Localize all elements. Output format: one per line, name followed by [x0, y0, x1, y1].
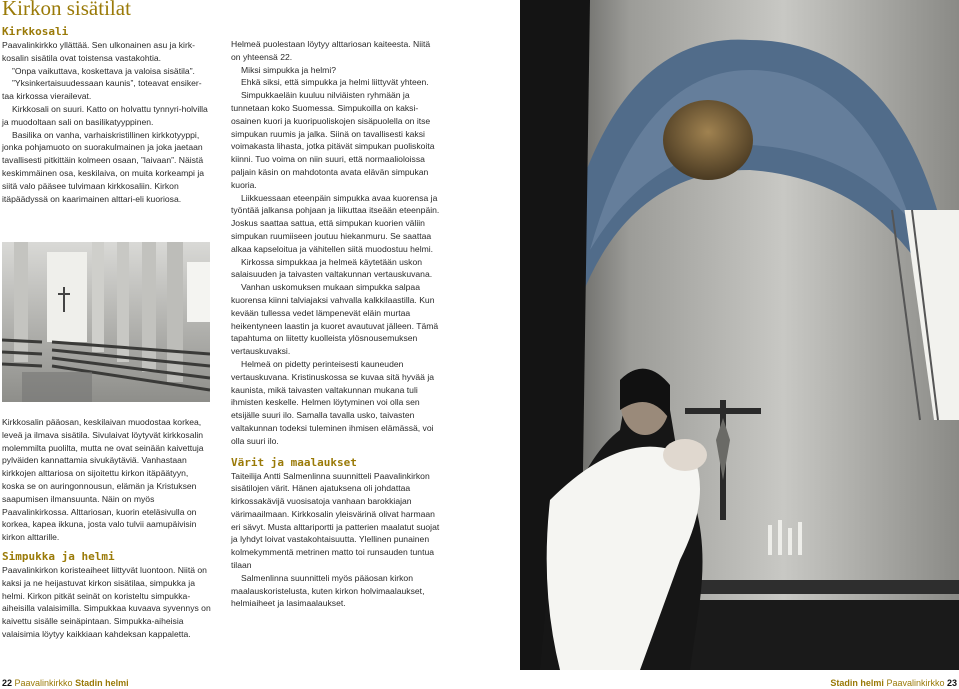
column-1	[2, 25, 212, 205]
paragraph: Salmenlinna suunnitteli myös pääosan kirkon maalauskoristelusta, kuten kirkon holvimaalaukset, helmiaiheet ja lasimaalaukset.	[231, 572, 425, 609]
page-number-left: 22	[2, 678, 13, 688]
paragraph: Basilika on vanha, varhaiskristillinen kirkkotyyppi, jonka pohjamuoto on suorakulmainen ja joka jaetaan tavallisesti pitkittäin kolmeen osaan, ”laivaan”. Näistä keskimmäinen osa, keskilaiva, on muita korkeampi ja siitä valo pääsee tulvimaan kirkkosaliin. Kirkon itäpäädyssä on kaarimainen alttari-eli kuoriosa.	[2, 129, 205, 204]
intro-line: Paavalinkirkko yllättää. Sen ulkonainen asu ja kirk-	[2, 40, 195, 50]
page-title: Kirkon sisätilat	[2, 0, 131, 20]
intro-line: taa kirkossa vierailevat.	[2, 91, 92, 102]
paragraph: Kirkossa simpukkaa ja helmeä käytetään uskon salaisuuden ja taivasten valtakunnan vertauskuvana.	[231, 256, 433, 280]
paragraph: Miksi simpukka ja helmi?	[241, 64, 337, 75]
footer-subtitle: Stadin helmi	[830, 678, 884, 688]
paragraph: Kirkkosalin pääosan, keskilaivan muodostaa korkea, leveä ja ilmava sisätila. Sivulaivat löytyvät kirkkosalin molemmilta puolilta, mutta ne ovat seinään kaivettuja pylväiden kannattamia sivukäytäviä. Vanhastaan kirkkojen alttariosa on sijoitettu kirkon itäpäätyyn, koska se on auringonnousun, elämän ja Kristuksen saapumisen ilmansuunta. Näin on myös Paavalinkirkossa. Alttariosan, kuorin eteläsivulla on korkea, kapea ikkuna, josta valo tulvii aamupäivisin kirkon alttarille.	[2, 417, 204, 543]
paragraph: Taiteilija Antti Salmenlinna suunnitteli Paavalinkirkon sisätilojen värit. Hänen ajatuksena oli johdattaa kirkossakävijä vuosisatoja vanhaan barokkiajan värimaailmaan. Kirkkosalin yleisvärinä olivat harmaan eri sävyt. Musta alttariportti ja patterien maalatut suojat ja lyhdyt loivat vastakohtaisuutta. Ylellinen punainen kolmekymmentä metrinen matto toi runsauden tuntua tilaan	[231, 470, 440, 571]
footer-left	[2, 678, 129, 688]
intro-line: kosalin sisätila ovat toistensa vastakohtia.	[2, 52, 162, 63]
section-heading-varit: Värit ja maalaukset	[231, 455, 357, 469]
intro-line: ”Yksinkertaisuudessaan kaunis”, toteavat ensiker-	[12, 78, 202, 89]
baptism-photo	[520, 0, 959, 670]
footer-publication: Paavalinkirkko	[14, 678, 73, 688]
paragraph: Helmeä puolestaan löytyy alttariosan kaiteesta. Niitä on yhteensä 22.	[231, 39, 431, 62]
paragraph: Simpukkaeläin kuuluu nilviäisten ryhmään ja tunnetaan koko Suomessa. Simpukoilla on kaksiosainen kuori ja kuoripuoliskojen sisäpuolella on itse simpukan ruumis ja jalka. Siinä on tavallisesti kaksi voimakasta lihasta, jotka pitävät simpukan puoliskoita kiinni. Tuo voima on niin suuri, että normaalioloissa paljain käsin on mahdotonta avata elävän simpukan kuoria.	[231, 90, 435, 190]
intro-line: ”Onpa vaikuttava, koskettava ja valoisa sisätila”.	[12, 65, 195, 76]
footer-subtitle: Stadin helmi	[75, 678, 129, 688]
paragraph: Liikkuessaan eteenpäin simpukka avaa kuorensa ja työntää jalkansa pohjaan ja liikuttaa itseään eteenpäin. Joskus saattaa sattua, että simpukan kuorien väliin simpukan ruumiiseen joutuu hiekanmuru. Se saattaa alkaa kapseloitua ja vähitellen siitä muodostuu helmi.	[231, 192, 440, 254]
section-heading-kirkkosali: Kirkkosali	[2, 25, 69, 38]
footer-right	[830, 678, 957, 688]
page-number-right: 23	[946, 678, 957, 688]
paragraph: Helmeä on pidetty perinteisesti kauneuden vertauskuvana. Kristinuskossa se kuvaa sitä hyvää ja kaunista, mikä taivasten valtakunnan mukana tuli ihmisten keskelle. Helmen löytyminen voi olla sen etsijälle suuri ilo. Samalla tavalla usko, taivasten valtakunnan todeksi tuleminen ihmisen elämässä, voi olla suuri ilo.	[231, 358, 435, 446]
column-1-lower	[2, 416, 212, 641]
church-interior-photo	[2, 242, 210, 402]
column-2	[231, 38, 441, 610]
paragraph: Kirkkosali on suuri. Katto on holvattu tynnyri-holvilla ja muodoltaan sali on basilikatyyppinen.	[2, 103, 208, 127]
paragraph: Paavalinkirkon koristeaiheet liittyvät luontoon. Niitä on kaksi ja ne heijastuvat kirkon sisätilaa, simpukka ja helmi. Kirkon pitkät seinät on koristeltu simpukka-aiheisilla valaisimilla. Simpukkaa kuvaava syvennys on kaivettu sisälle seinäpintaan. Simpukka-aiheisia valaisimia löytyy kaikkiaan kahdeksan kappaletta.	[2, 564, 211, 639]
paragraph: Ehkä siksi, että simpukka ja helmi liittyvät yhteen.	[241, 77, 429, 88]
footer-publication: Paavalinkirkko	[886, 678, 945, 688]
paragraph: Vanhan uskomuksen mukaan simpukka salpaa kuorensa kiinni talviajaksi vahvalla kalkkilaastilla. Kun kevään tullessa vedet lämpenevät eläin murtaa heikentyneen laastin ja kuoret avautuvat jälleen. Tämä tapahtuma on liitetty kuolleista ylösnousemuksen vertauskuvaksi.	[231, 282, 439, 357]
section-heading-simpukka: Simpukka ja helmi	[2, 549, 115, 563]
